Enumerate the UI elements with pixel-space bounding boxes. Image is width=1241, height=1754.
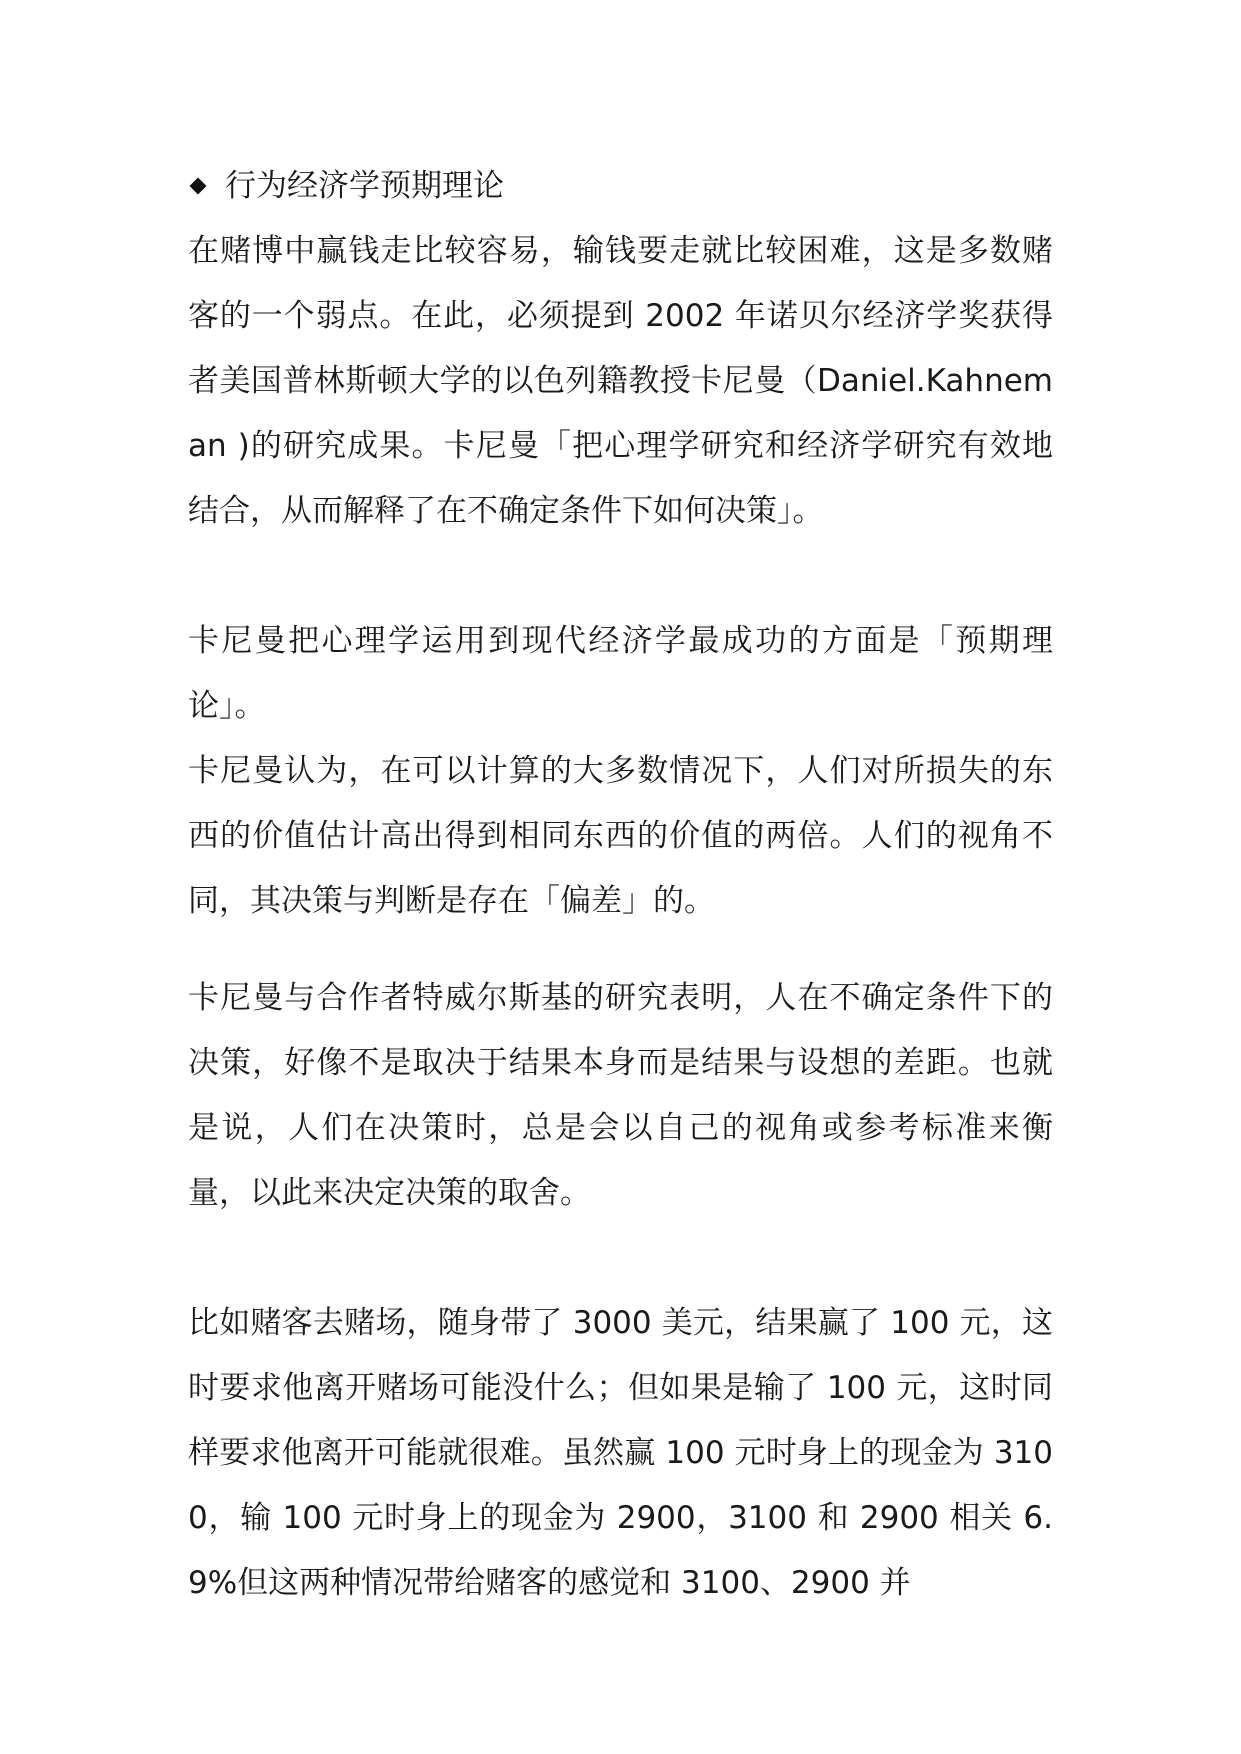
paragraph-1: 在赌博中赢钱走比较容易，输钱要走就比较困难，这是多数赌客的一个弱点。在此，必须提到 2002 年诺贝尔经济学奖获得者美国普林斯顿大学的以色列籍教授卡尼曼（Daniel.Kahneman )的研究成果。卡尼曼「把心理学研究和经济学研究有效地结合，从而解释了在不确定条件下如何决策」。: [188, 233, 1053, 529]
heading-text: 行为经济学预期理论: [225, 168, 504, 204]
section-heading: [188, 158, 504, 214]
paragraph-3: 卡尼曼认为，在可以计算的大多数情况下，人们对所损失的东西的价值估计高出得到相同东西的价值的两倍。人们的视角不同，其决策与判断是存在「偏差」的。: [188, 753, 1053, 919]
diamond-bullet-icon: [190, 178, 207, 195]
paragraph-2: 卡尼曼把心理学运用到现代经济学最成功的方面是「预期理论」。: [188, 623, 1053, 724]
paragraph-5: 比如赌客去赌场，随身带了 3000 美元，结果赢了 100 元，这时要求他离开赌场可能没什么；但如果是输了 100 元，这时同样要求他离开可能就很难。虽然赢 100 元时身上的现金为 3100，输 100 元时身上的现金为 2900，3100 和 2900 相关 6.9%但这两种情况带给赌客的感觉和 3100、2900 并: [188, 1305, 1053, 1601]
paragraph-4: 卡尼曼与合作者特威尔斯基的研究表明，人在不确定条件下的决策，好像不是取决于结果本身而是结果与设想的差距。也就是说，人们在决策时，总是会以自己的视角或参考标准来衡量，以此来决定决策的取舍。: [188, 980, 1053, 1211]
